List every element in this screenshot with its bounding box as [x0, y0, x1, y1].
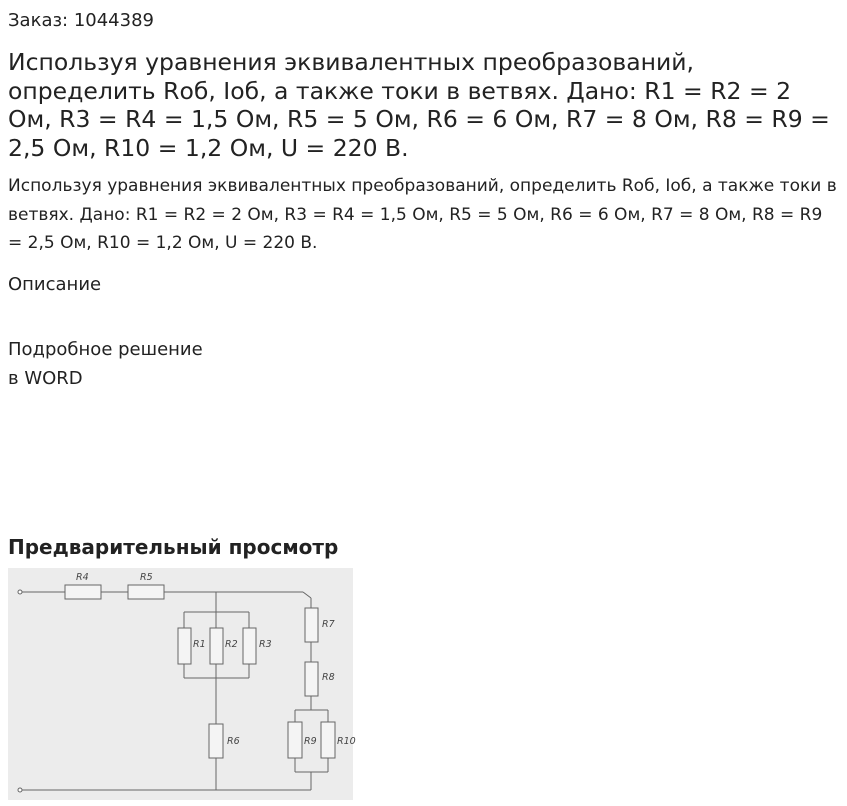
- label-r3: R3: [259, 639, 272, 650]
- solution-info: [8, 336, 203, 393]
- solution-line-1: Подробное решение: [8, 339, 203, 360]
- solution-line-2: в WORD: [8, 367, 83, 389]
- label-r9: R9: [304, 736, 317, 747]
- label-r1: R1: [193, 639, 206, 650]
- label-r7: R7: [322, 619, 335, 630]
- order-number: Заказ: 1044389: [8, 10, 154, 31]
- label-r5: R5: [140, 572, 153, 583]
- label-r2: R2: [225, 639, 238, 650]
- preview-heading: Предварительный просмотр: [8, 535, 339, 559]
- label-r10: R10: [337, 736, 356, 747]
- label-r6: R6: [227, 736, 240, 747]
- label-r4: R4: [76, 572, 89, 583]
- preview-image[interactable]: [8, 568, 356, 800]
- page-title: Используя уравнения эквивалентных преобразований, определить Rоб, Iоб, а также токи в ветвях. Дано: R1 = R2 = 2 Ом, R3 = R4 = 1,5 Ом, R5 = 5 Ом, R6 = 6 Ом, R7 = 8 Ом, R8 = R9 = 2,5 Ом, R10 = 1,2 Ом, U = 220 В.: [8, 48, 830, 162]
- label-r8: R8: [322, 672, 335, 683]
- task-description: Используя уравнения эквивалентных преобразований, определить Rоб, Iоб, а также токи в ветвях. Дано: R1 = R2 = 2 Ом, R3 = R4 = 1,5 Ом, R5 = 5 Ом, R6 = 6 Ом, R7 = 8 Ом, R8 = R9 = 2,5 Ом, R10 = 1,2 Ом, U = 220 В.: [8, 176, 837, 253]
- description-heading: Описание: [8, 274, 102, 295]
- circuit-diagram: [8, 568, 356, 800]
